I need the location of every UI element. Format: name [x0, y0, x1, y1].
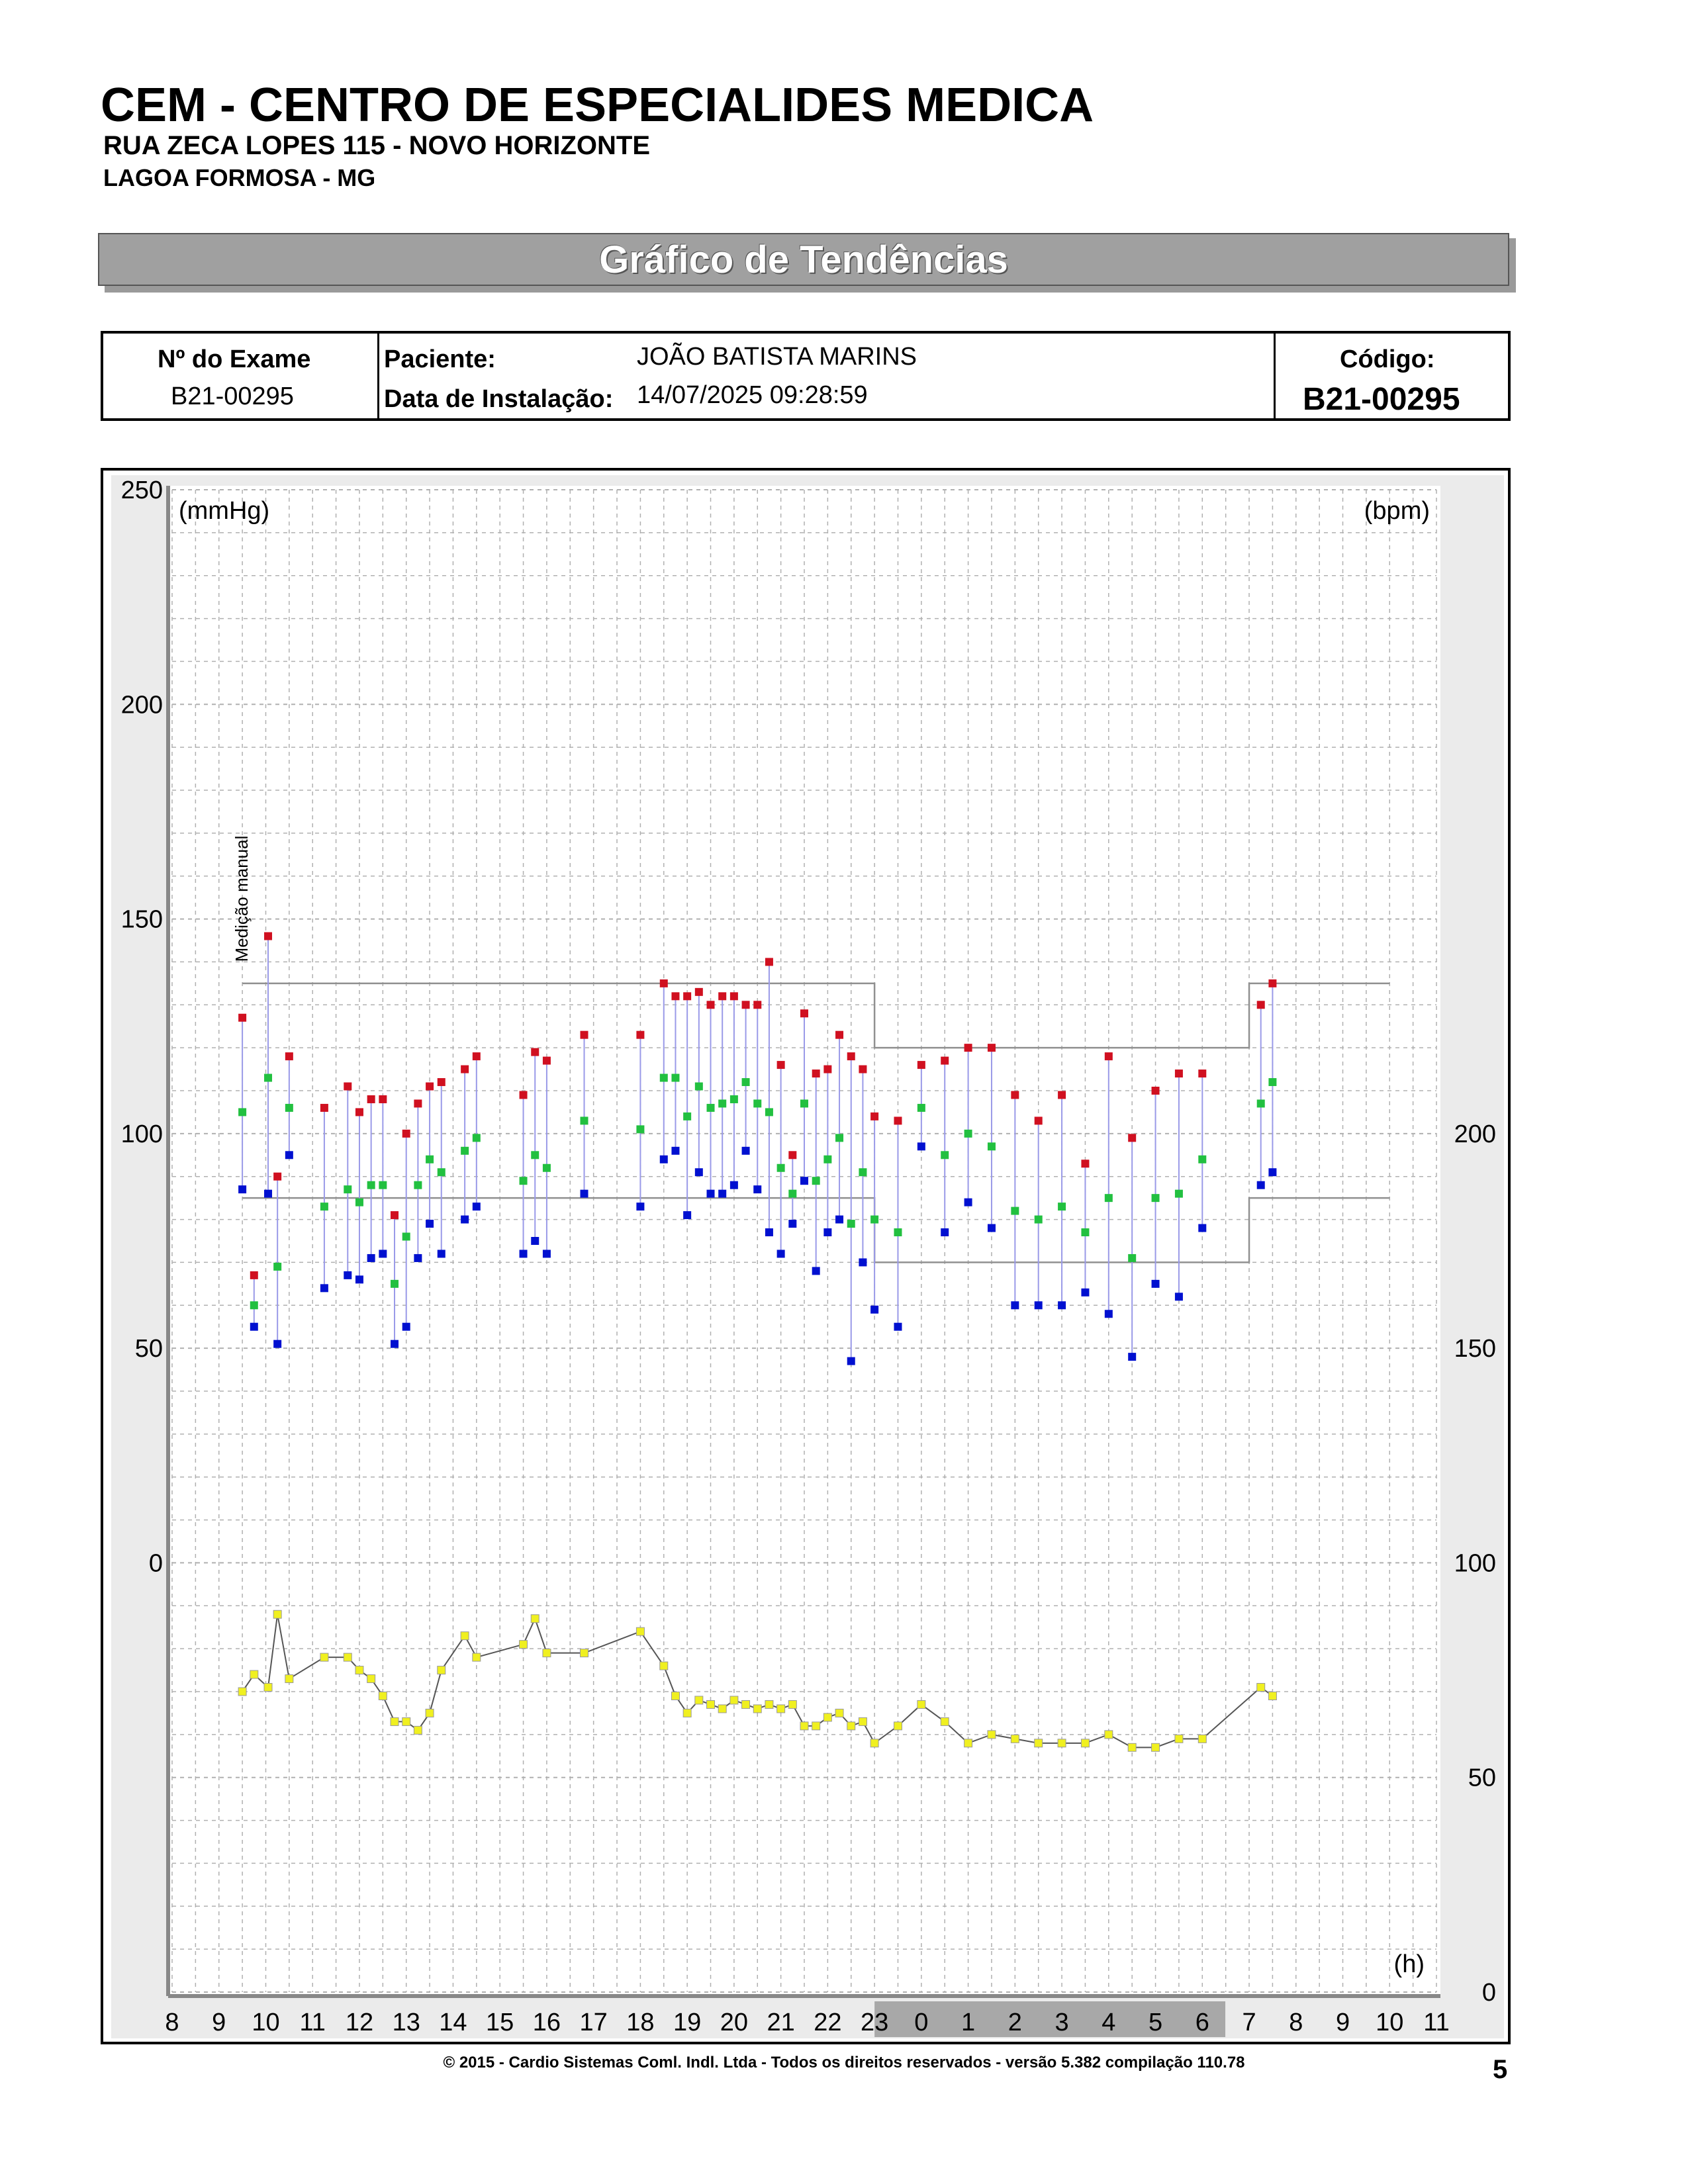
mean-point: [1257, 1099, 1265, 1107]
clinic-address: RUA ZECA LOPES 115 - NOVO HORIZONTE: [103, 131, 651, 160]
systolic-point: [285, 1052, 293, 1060]
diastolic-point: [520, 1250, 528, 1257]
x-axis-tick-label: 6: [1195, 2009, 1209, 2036]
heart-rate-point: [941, 1717, 949, 1725]
mean-point: [812, 1177, 820, 1185]
mean-point: [718, 1099, 726, 1107]
systolic-point: [473, 1052, 481, 1060]
right-axis-tick-label: 200: [1454, 1120, 1496, 1148]
install-date-label: Data de Instalação:: [384, 385, 614, 413]
mean-point: [683, 1113, 691, 1120]
diastolic-point: [355, 1275, 363, 1283]
diastolic-point: [835, 1216, 843, 1224]
mean-point: [636, 1125, 644, 1133]
mean-point: [520, 1177, 528, 1185]
systolic-point: [671, 992, 679, 1000]
diastolic-point: [894, 1323, 902, 1331]
systolic-point: [788, 1151, 796, 1159]
heart-rate-point: [707, 1700, 715, 1708]
mean-point: [1058, 1203, 1066, 1210]
mean-point: [438, 1168, 445, 1176]
heart-rate-point: [1128, 1743, 1136, 1751]
mean-point: [250, 1301, 258, 1309]
code-label: Código:: [1340, 345, 1435, 373]
mean-point: [1011, 1207, 1019, 1215]
diastolic-point: [707, 1190, 715, 1198]
systolic-point: [1268, 979, 1276, 987]
manual-measurement-annotation: Medição manual: [232, 835, 252, 962]
systolic-point: [320, 1104, 328, 1112]
systolic-point: [917, 1061, 925, 1069]
systolic-point: [964, 1044, 972, 1052]
diastolic-point: [988, 1224, 996, 1232]
heart-rate-point: [461, 1632, 469, 1640]
diastolic-point: [753, 1185, 761, 1193]
heart-rate-point: [531, 1615, 539, 1623]
mean-point: [800, 1099, 808, 1107]
mean-point: [1268, 1078, 1276, 1086]
systolic-point: [1011, 1091, 1019, 1099]
systolic-point: [742, 1001, 750, 1009]
mean-point: [742, 1078, 750, 1086]
mean-point: [273, 1263, 281, 1271]
mean-point: [788, 1190, 796, 1198]
mean-point: [581, 1116, 588, 1124]
systolic-point: [520, 1091, 528, 1099]
mean-point: [543, 1164, 551, 1172]
x-axis-tick-label: 14: [439, 2009, 467, 2036]
systolic-point: [718, 992, 726, 1000]
systolic-point: [238, 1014, 246, 1022]
heart-rate-point: [718, 1705, 726, 1713]
diastolic-point: [379, 1250, 387, 1257]
heart-rate-point: [988, 1731, 996, 1739]
left-axis-tick-label: 250: [120, 477, 163, 504]
heart-rate-point: [1058, 1739, 1066, 1747]
x-axis-tick-label: 8: [165, 2009, 179, 2036]
heart-rate-point: [543, 1649, 551, 1657]
heart-rate-point: [917, 1700, 925, 1708]
systolic-point: [414, 1099, 422, 1107]
diastolic-point: [823, 1228, 831, 1236]
x-axis-tick-label: 7: [1242, 2009, 1256, 2036]
heart-rate-point: [355, 1666, 363, 1674]
right-axis-tick-label: 100: [1454, 1549, 1496, 1578]
systolic-point: [777, 1061, 785, 1069]
mean-point: [859, 1168, 867, 1176]
mean-point: [531, 1151, 539, 1159]
mean-point: [473, 1134, 481, 1142]
diastolic-point: [414, 1254, 422, 1262]
x-axis-tick-label: 3: [1055, 2009, 1069, 2036]
diastolic-point: [777, 1250, 785, 1257]
mean-point: [753, 1099, 761, 1107]
systolic-point: [1152, 1087, 1160, 1095]
mean-point: [777, 1164, 785, 1172]
diastolic-point: [238, 1185, 246, 1193]
systolic-point: [1175, 1069, 1183, 1077]
heart-rate-point: [438, 1666, 445, 1674]
x-axis-tick-label: 9: [1335, 2009, 1350, 2036]
x-axis-tick-label: 5: [1148, 2009, 1163, 2036]
heart-rate-point: [1198, 1735, 1206, 1743]
mean-point: [671, 1074, 679, 1082]
x-axis-tick-label: 22: [814, 2009, 842, 2036]
mean-point: [1035, 1216, 1043, 1224]
heart-rate-point: [520, 1641, 528, 1649]
mean-point: [344, 1185, 352, 1193]
diastolic-point: [718, 1190, 726, 1198]
diastolic-point: [1175, 1293, 1183, 1300]
mean-point: [379, 1181, 387, 1189]
mean-point: [367, 1181, 375, 1189]
clinic-name: CEM - CENTRO DE ESPECIALIDES MEDICA: [101, 79, 1094, 132]
heart-rate-point: [1035, 1739, 1043, 1747]
left-axis-unit: (mmHg): [179, 497, 270, 525]
diastolic-point: [765, 1228, 773, 1236]
heart-rate-point: [344, 1653, 352, 1661]
diastolic-point: [367, 1254, 375, 1262]
heart-rate-point: [812, 1722, 820, 1730]
right-axis-tick-label: 150: [1454, 1335, 1496, 1363]
systolic-point: [660, 979, 668, 987]
systolic-point: [1198, 1069, 1206, 1077]
systolic-point: [835, 1031, 843, 1039]
mean-point: [988, 1142, 996, 1150]
systolic-point: [683, 992, 691, 1000]
systolic-point: [391, 1211, 399, 1219]
code-value: B21-00295: [1303, 382, 1460, 417]
mean-point: [730, 1095, 738, 1103]
diastolic-point: [1105, 1310, 1113, 1318]
diastolic-point: [1058, 1301, 1066, 1309]
heart-rate-point: [964, 1739, 972, 1747]
systolic-point: [1035, 1116, 1043, 1124]
heart-rate-point: [1152, 1743, 1160, 1751]
diastolic-point: [461, 1216, 469, 1224]
diastolic-point: [788, 1220, 796, 1228]
diastolic-point: [695, 1168, 703, 1176]
diastolic-point: [660, 1156, 668, 1163]
systolic-point: [800, 1009, 808, 1017]
mean-point: [835, 1134, 843, 1142]
diastolic-point: [250, 1323, 258, 1331]
left-axis-tick-label: 150: [120, 905, 163, 934]
diastolic-point: [859, 1258, 867, 1266]
systolic-point: [695, 988, 703, 996]
heart-rate-point: [414, 1726, 422, 1734]
heart-rate-point: [379, 1692, 387, 1700]
heart-rate-point: [250, 1670, 258, 1678]
mean-point: [917, 1104, 925, 1112]
x-axis-tick-label: 9: [212, 2009, 226, 2036]
x-axis-tick-label: 23: [860, 2009, 889, 2036]
mean-point: [847, 1220, 855, 1228]
mean-point: [707, 1104, 715, 1112]
heart-rate-point: [765, 1700, 773, 1708]
systolic-point: [870, 1113, 878, 1120]
mean-point: [1175, 1190, 1183, 1198]
mean-point: [1105, 1194, 1113, 1202]
systolic-point: [823, 1066, 831, 1073]
diastolic-point: [941, 1228, 949, 1236]
right-axis-unit: (bpm): [1364, 497, 1430, 525]
heart-rate-point: [367, 1675, 375, 1683]
diastolic-point: [917, 1142, 925, 1150]
x-axis-tick-label: 16: [532, 2009, 561, 2036]
diastolic-point: [800, 1177, 808, 1185]
systolic-point: [1257, 1001, 1265, 1009]
diastolic-point: [812, 1267, 820, 1275]
left-axis-tick-label: 0: [148, 1549, 163, 1578]
heart-rate-point: [1268, 1692, 1276, 1700]
heart-rate-point: [426, 1709, 434, 1717]
diastolic-point: [1257, 1181, 1265, 1189]
systolic-point: [812, 1069, 820, 1077]
diastolic-point: [1152, 1280, 1160, 1288]
heart-rate-point: [581, 1649, 588, 1657]
heart-rate-point: [695, 1696, 703, 1704]
left-axis-tick-label: 200: [120, 691, 163, 719]
diastolic-point: [581, 1190, 588, 1198]
diastolic-point: [438, 1250, 445, 1257]
heart-rate-point: [391, 1717, 399, 1725]
heart-rate-point: [823, 1713, 831, 1721]
systolic-point: [344, 1083, 352, 1091]
systolic-point: [531, 1048, 539, 1056]
left-axis-tick-label: 50: [134, 1335, 163, 1363]
diastolic-point: [683, 1211, 691, 1219]
diastolic-point: [870, 1306, 878, 1314]
x-axis-tick-label: 19: [673, 2009, 702, 2036]
systolic-point: [1081, 1160, 1089, 1167]
x-axis-tick-label: 4: [1102, 2009, 1116, 2036]
diastolic-point: [285, 1151, 293, 1159]
mean-point: [285, 1104, 293, 1112]
x-axis-tick-label: 12: [345, 2009, 374, 2036]
mean-point: [264, 1074, 272, 1082]
systolic-point: [1105, 1052, 1113, 1060]
systolic-point: [379, 1095, 387, 1103]
diastolic-point: [391, 1340, 399, 1348]
x-axis-tick-label: 13: [392, 2009, 420, 2036]
diastolic-point: [402, 1323, 410, 1331]
diastolic-point: [1081, 1289, 1089, 1297]
footer-copyright: © 2015 - Cardio Sistemas Coml. Indl. Ltda - Todos os direitos reservados - versão 5.382 compilação 110.78: [443, 2054, 1245, 2071]
systolic-point: [250, 1271, 258, 1279]
patient-name: JOÃO BATISTA MARINS: [637, 343, 917, 371]
x-axis-tick-label: 10: [252, 2009, 280, 2036]
diastolic-point: [1198, 1224, 1206, 1232]
x-axis-unit: (h): [1393, 1950, 1425, 1978]
x-axis-tick-label: 18: [626, 2009, 655, 2036]
diastolic-point: [543, 1250, 551, 1257]
mean-point: [320, 1203, 328, 1210]
diastolic-point: [730, 1181, 738, 1189]
x-axis-tick-label: 2: [1008, 2009, 1022, 2036]
systolic-point: [765, 958, 773, 966]
systolic-point: [1128, 1134, 1136, 1142]
mean-point: [1152, 1194, 1160, 1202]
heart-rate-point: [894, 1722, 902, 1730]
systolic-point: [753, 1001, 761, 1009]
diastolic-point: [531, 1237, 539, 1245]
x-axis-tick-label: 11: [1423, 2009, 1450, 2036]
patient-label: Paciente:: [384, 345, 496, 373]
page-title: Gráfico de Tendências: [599, 238, 1008, 281]
heart-rate-point: [859, 1717, 867, 1725]
heart-rate-point: [730, 1696, 738, 1704]
systolic-point: [426, 1083, 434, 1091]
mean-point: [391, 1280, 399, 1288]
systolic-point: [730, 992, 738, 1000]
heart-rate-point: [1257, 1684, 1265, 1692]
diastolic-point: [742, 1147, 750, 1155]
systolic-point: [581, 1031, 588, 1039]
page-number: 5: [1493, 2055, 1508, 2084]
systolic-point: [355, 1108, 363, 1116]
x-axis-tick-label: 20: [720, 2009, 749, 2036]
heart-rate-point: [273, 1610, 281, 1618]
mean-point: [1198, 1156, 1206, 1163]
heart-rate-point: [473, 1653, 481, 1661]
heart-rate-point: [320, 1653, 328, 1661]
x-axis-tick-label: 10: [1376, 2009, 1404, 2036]
mean-point: [426, 1156, 434, 1163]
heart-rate-point: [800, 1722, 808, 1730]
systolic-point: [264, 933, 272, 940]
systolic-point: [636, 1031, 644, 1039]
mean-point: [414, 1181, 422, 1189]
x-axis-tick-label: 11: [299, 2009, 326, 2036]
mean-point: [402, 1233, 410, 1241]
heart-rate-point: [285, 1675, 293, 1683]
exam-number-label: Nº do Exame: [158, 345, 311, 373]
diastolic-point: [264, 1190, 272, 1198]
systolic-point: [707, 1001, 715, 1009]
heart-rate-point: [1011, 1735, 1019, 1743]
heart-rate-point: [683, 1709, 691, 1717]
heart-rate-point: [870, 1739, 878, 1747]
mean-point: [1128, 1254, 1136, 1262]
heart-rate-point: [264, 1684, 272, 1692]
mean-point: [238, 1108, 246, 1116]
x-axis-tick-label: 1: [961, 2009, 976, 2036]
systolic-point: [894, 1116, 902, 1124]
mean-point: [660, 1074, 668, 1082]
mean-point: [870, 1216, 878, 1224]
diastolic-point: [344, 1271, 352, 1279]
heart-rate-point: [1081, 1739, 1089, 1747]
diastolic-point: [671, 1147, 679, 1155]
systolic-point: [847, 1052, 855, 1060]
heart-rate-point: [847, 1722, 855, 1730]
diastolic-point: [847, 1357, 855, 1365]
diastolic-point: [320, 1284, 328, 1292]
exam-number-value: B21-00295: [171, 383, 294, 410]
heart-rate-point: [402, 1717, 410, 1725]
heart-rate-point: [1105, 1731, 1113, 1739]
systolic-point: [988, 1044, 996, 1052]
diastolic-point: [1035, 1301, 1043, 1309]
diastolic-point: [636, 1203, 644, 1210]
install-date-value: 14/07/2025 09:28:59: [637, 381, 868, 409]
diastolic-point: [1128, 1353, 1136, 1361]
heart-rate-point: [671, 1692, 679, 1700]
x-axis-tick-label: 15: [486, 2009, 514, 2036]
systolic-point: [543, 1057, 551, 1065]
mean-point: [941, 1151, 949, 1159]
systolic-point: [941, 1057, 949, 1065]
mean-point: [695, 1083, 703, 1091]
diastolic-point: [964, 1199, 972, 1206]
mean-point: [355, 1199, 363, 1206]
heart-rate-point: [835, 1709, 843, 1717]
diastolic-point: [273, 1340, 281, 1348]
systolic-point: [859, 1066, 867, 1073]
diastolic-point: [426, 1220, 434, 1228]
mean-point: [461, 1147, 469, 1155]
heart-rate-point: [753, 1705, 761, 1713]
mean-point: [765, 1108, 773, 1116]
mean-point: [1081, 1228, 1089, 1236]
diastolic-point: [473, 1203, 481, 1210]
heart-rate-point: [742, 1700, 750, 1708]
mean-point: [964, 1130, 972, 1138]
clinic-city: LAGOA FORMOSA - MG: [103, 164, 376, 191]
x-axis-tick-label: 8: [1289, 2009, 1303, 2036]
heart-rate-point: [1175, 1735, 1183, 1743]
left-axis-tick-label: 100: [120, 1120, 163, 1148]
x-axis-tick-label: 0: [914, 2009, 929, 2036]
heart-rate-point: [238, 1688, 246, 1696]
heart-rate-point: [636, 1627, 644, 1635]
systolic-point: [367, 1095, 375, 1103]
mean-point: [894, 1228, 902, 1236]
systolic-point: [438, 1078, 445, 1086]
x-axis-tick-label: 21: [767, 2009, 795, 2036]
systolic-point: [461, 1066, 469, 1073]
systolic-point: [402, 1130, 410, 1138]
diastolic-point: [1011, 1301, 1019, 1309]
mean-point: [823, 1156, 831, 1163]
systolic-point: [1058, 1091, 1066, 1099]
x-axis-tick-label: 17: [579, 2009, 608, 2036]
right-axis-tick-label: 50: [1468, 1764, 1496, 1792]
diastolic-point: [1268, 1168, 1276, 1176]
heart-rate-point: [777, 1705, 785, 1713]
systolic-point: [273, 1173, 281, 1181]
right-axis-tick-label: 0: [1481, 1979, 1496, 2007]
heart-rate-point: [788, 1700, 796, 1708]
heart-rate-point: [660, 1662, 668, 1670]
